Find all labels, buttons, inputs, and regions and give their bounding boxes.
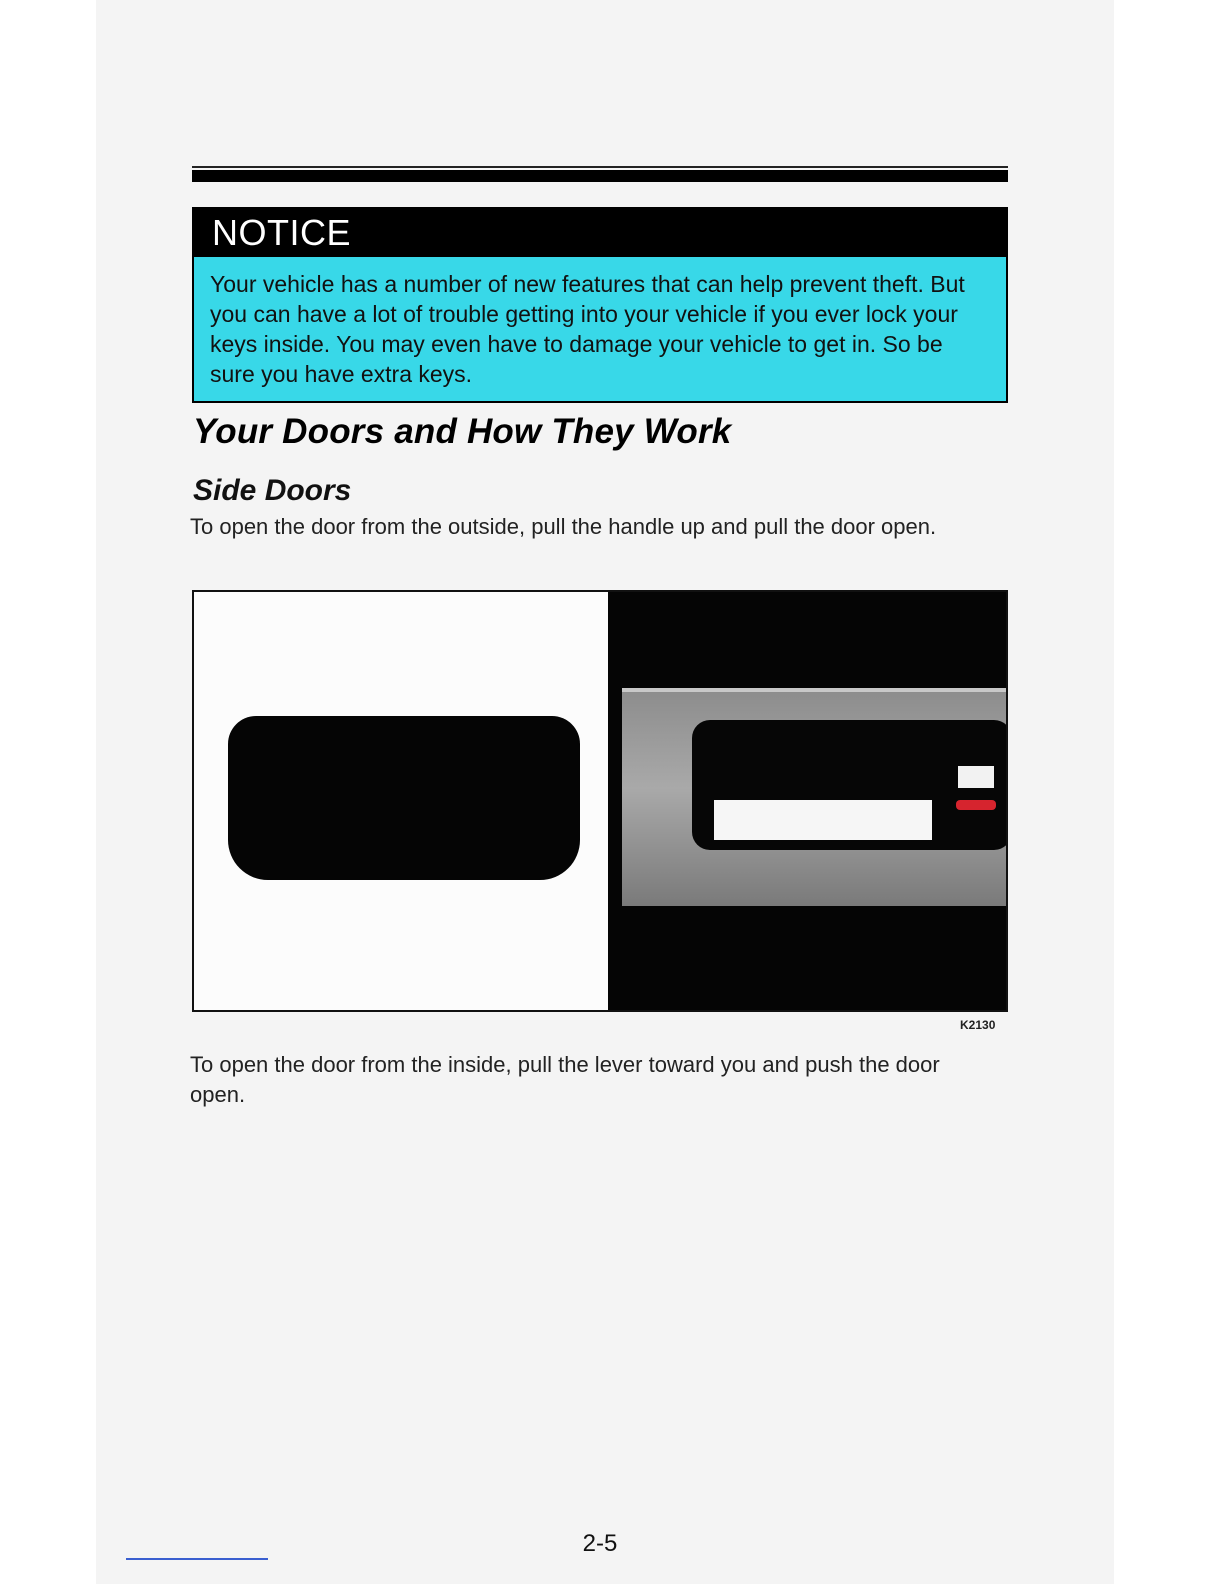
top-rule-thin xyxy=(192,166,1008,168)
lever-recess xyxy=(692,720,1008,850)
inside-door-lever xyxy=(714,800,932,840)
notice-text: Your vehicle has a number of new features that can help prevent theft. But you can have a lot of trouble getting into your vehicle if you ever lock your keys inside. You may even have to damage your vehicle to get in. So be sure you have extra keys. xyxy=(210,271,965,387)
subsection-heading: Side Doors xyxy=(193,474,352,507)
lock-button xyxy=(958,766,994,788)
door-handle-illustration xyxy=(192,590,1008,1012)
top-rule-thick xyxy=(192,170,1008,182)
figure-caption: K2130 xyxy=(960,1018,996,1032)
interior-door-trim xyxy=(622,688,1008,906)
footer-link-underline[interactable] xyxy=(126,1558,268,1560)
inside-lever-panel xyxy=(608,592,1008,1010)
page-number: 2-5 xyxy=(582,1530,618,1557)
notice-title: NOTICE xyxy=(194,209,1006,257)
outside-instructions: To open the door from the outside, pull the handle up and pull the door open. xyxy=(190,514,937,539)
outside-handle-panel xyxy=(194,592,608,1010)
notice-box xyxy=(192,207,1008,403)
lock-indicator xyxy=(956,800,996,810)
section-heading: Your Doors and How They Work xyxy=(193,412,732,451)
inside-instructions: To open the door from the inside, pull the lever toward you and push the door open. xyxy=(190,1052,940,1107)
outside-door-handle xyxy=(228,716,580,880)
